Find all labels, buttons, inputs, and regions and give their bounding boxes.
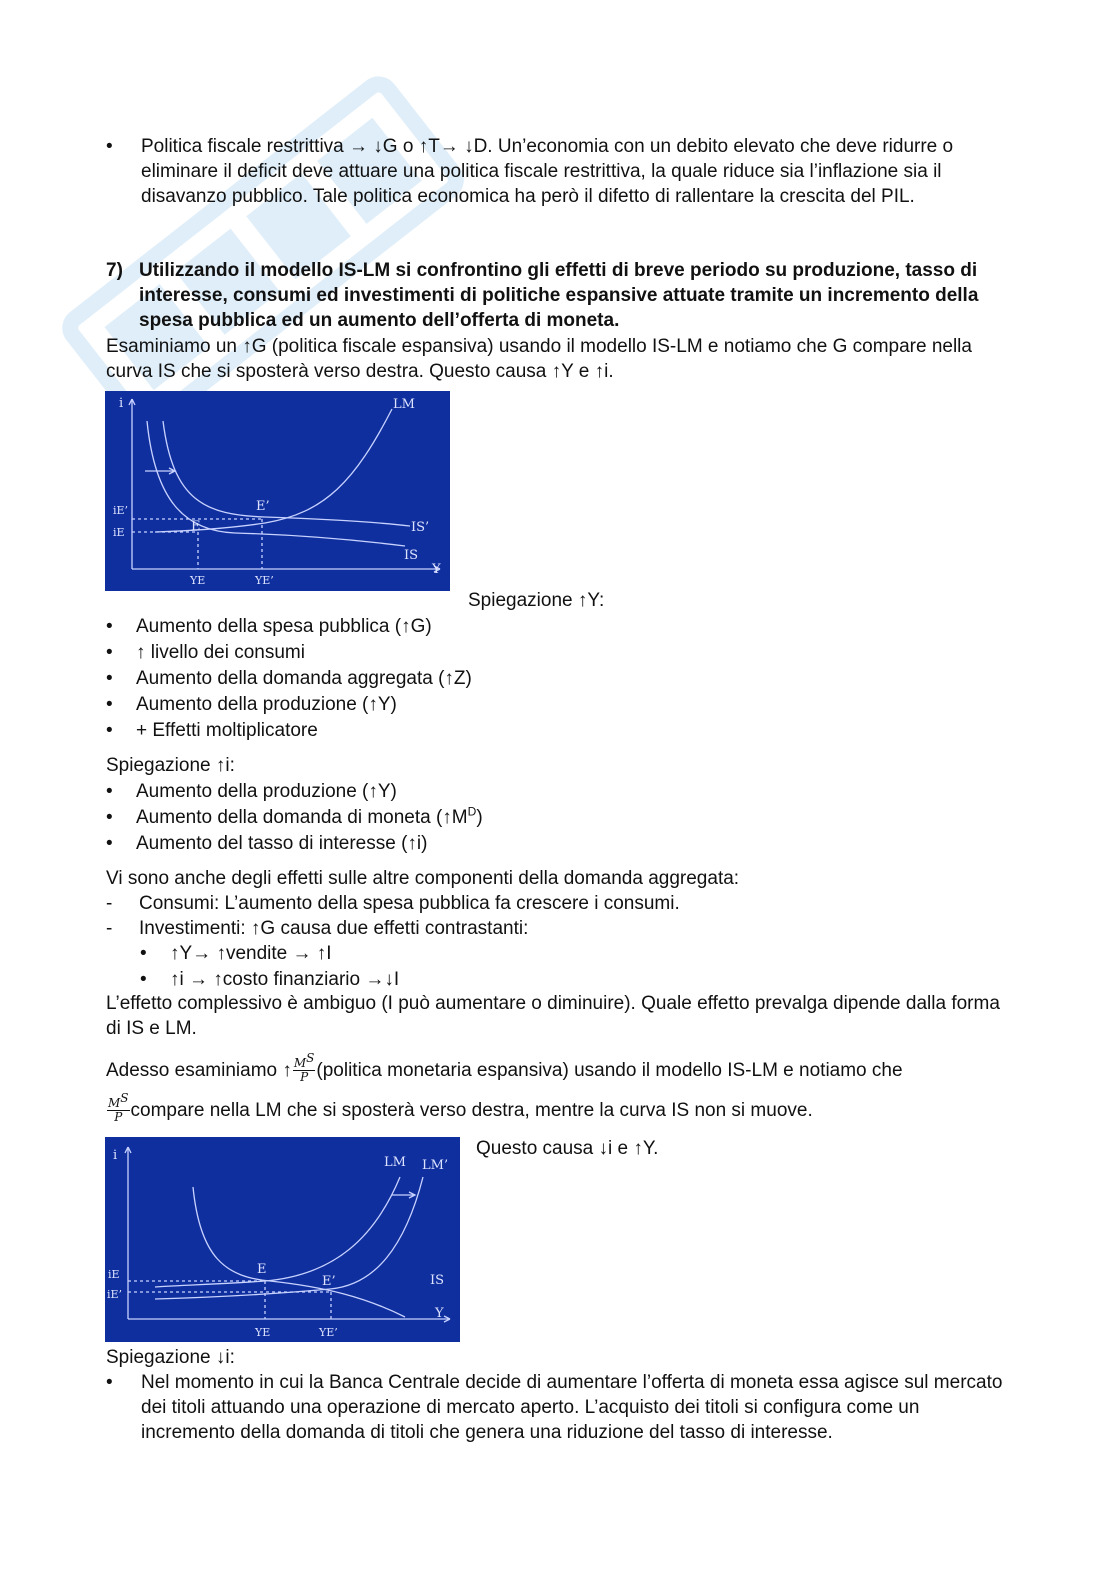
chart1-e-label: E bbox=[191, 519, 201, 534]
fiscal-intro: Esaminiamo un ↑G (politica fiscale espansiva) usando il modello IS-LM e notiamo che G compare nella curva IS che si sposterà verso destra. Questo causa ↑Y e ↑i. bbox=[106, 336, 972, 382]
chart1-i-new-label: iE’ bbox=[113, 504, 129, 517]
lm-curve bbox=[155, 1177, 400, 1287]
chart2-is-label: IS bbox=[430, 1273, 445, 1288]
list-item bbox=[106, 666, 1006, 691]
list-item-text: Nel momento in cui la Banca Centrale decide di aumentare l’offerta di moneta essa agisce sul mercato dei titoli attuando una operazione di mercato aperto. L’acquisto dei titoli si configura come un incremento della domanda di titoli che genera una riduzione del tasso di interesse. bbox=[141, 1372, 1003, 1443]
list-item-text: Aumento della produzione (↑Y) bbox=[136, 781, 397, 802]
bullet-icon: • bbox=[106, 136, 113, 157]
shift-arrow-icon bbox=[145, 468, 175, 474]
question-text: Utilizzando il modello IS-LM si confrontino gli effetti di breve periodo su produzione, tasso di interesse, consumi ed investimenti di politiche espansive attuate tramite un incremento della spesa pubblica ed un aumento dell’offerta di moneta. bbox=[139, 260, 979, 331]
shift-arrow-icon bbox=[392, 1192, 415, 1198]
list-item bbox=[106, 805, 1006, 830]
sub-item-text: ↑i → ↑costo finanziario →↓I bbox=[170, 969, 400, 990]
explain-y-title: Spiegazione ↑Y: bbox=[468, 590, 605, 611]
monetary-cause: Questo causa ↓i e ↑Y. bbox=[476, 1138, 659, 1159]
bullet-icon: • bbox=[106, 720, 113, 741]
dash-item: - Investimenti: ↑G causa due effetti contrastanti: bbox=[106, 916, 1006, 941]
is-new-curve bbox=[163, 421, 410, 526]
chart1-i-old-label: iE bbox=[113, 526, 125, 539]
chart2-y-label: i bbox=[113, 1148, 118, 1163]
question-number: 7) bbox=[106, 260, 123, 281]
monetary-intro-line1: Adesso esaminiamo ↑ $\frac{M^S}{P}$ (politica monetaria espansiva) usando il modello IS-LM e notiamo che bbox=[106, 1051, 903, 1085]
bullet-icon: • bbox=[106, 781, 113, 802]
bullet-icon: • bbox=[106, 642, 113, 663]
chart2-i-old-label: iE bbox=[108, 1268, 120, 1281]
list-item-text: ↑ livello dei consumi bbox=[136, 642, 305, 663]
monetary-intro-line2: $\frac{M^S}{P}$ compare nella LM che si sposterà verso destra, mentre la curva IS non si muove. bbox=[108, 1091, 813, 1125]
chart1-e-new-label: E’ bbox=[256, 499, 270, 514]
chart2-lm-label: LM bbox=[384, 1155, 406, 1170]
ambiguous-effect: L’effetto complessivo è ambiguo (I può aumentare o diminuire). Quale effetto prevalga dipende dalla forma di IS e LM. bbox=[106, 993, 1000, 1039]
list-item-text: Aumento della spesa pubblica (↑G) bbox=[136, 616, 432, 637]
is-lm-fiscal-chart bbox=[105, 391, 450, 591]
is-curve bbox=[147, 421, 405, 546]
bullet-icon: • bbox=[106, 1372, 113, 1393]
list-item bbox=[106, 614, 1006, 639]
explain-down-i-title: Spiegazione ↓i: bbox=[106, 1347, 235, 1368]
chart2-y-old-label: YE bbox=[255, 1326, 271, 1339]
list-item bbox=[106, 831, 1006, 856]
chart1-y-old-label: YE bbox=[190, 574, 206, 587]
dash-item-text: Investimenti: ↑G causa due effetti contrastanti: bbox=[139, 918, 529, 939]
list-item bbox=[106, 134, 1006, 234]
chart1-lm-label: LM bbox=[393, 397, 415, 412]
is-lm-monetary-chart bbox=[105, 1137, 460, 1342]
bullet-icon: • bbox=[106, 833, 113, 854]
is-curve bbox=[193, 1187, 405, 1317]
lm-curve bbox=[155, 409, 392, 532]
explain-i-title: Spiegazione ↑i: bbox=[106, 755, 235, 776]
dash-item: - Consumi: L’aumento della spesa pubblica fa crescere i consumi. bbox=[106, 891, 1006, 916]
bullet-icon: • bbox=[106, 616, 113, 637]
list-item bbox=[106, 718, 1006, 743]
list-item-text: Aumento del tasso di interesse (↑i) bbox=[136, 833, 428, 854]
intro-bullet-text: Politica fiscale restrittiva → ↓G o ↑T→ ↓D. Un’economia con un debito elevato che deve ridurre o eliminare il deficit deve attuare una politica fiscale restrittiva, la quale riduce sia l’inflazione sia il disavanzo pubblico. Tale politica economica ha però il difetto di rallentare la crescita del PIL. bbox=[141, 136, 954, 207]
list-item bbox=[106, 779, 1006, 804]
list-item-text: + Effetti moltiplicatore bbox=[136, 720, 318, 741]
chart2-lm-new-label: LM’ bbox=[422, 1158, 449, 1173]
list-item bbox=[106, 692, 1006, 717]
chart2-i-new-label: iE’ bbox=[107, 1288, 123, 1301]
list-item-text: Aumento della produzione (↑Y) bbox=[136, 694, 397, 715]
list-item bbox=[106, 1370, 1006, 1446]
chart1-y-new-label: YE’ bbox=[255, 574, 274, 587]
bullet-icon: • bbox=[106, 668, 113, 689]
chart2-x-label: Y bbox=[435, 1306, 444, 1321]
sub-list-item bbox=[106, 941, 1006, 966]
question-7 bbox=[106, 258, 1006, 334]
chart2-e-new-label: E’ bbox=[322, 1274, 336, 1289]
bullet-icon: • bbox=[140, 969, 147, 990]
chart1-is-new-label: IS’ bbox=[411, 520, 430, 535]
sub-list-item bbox=[106, 967, 1006, 992]
chart1-y-label: i bbox=[119, 396, 124, 411]
chart2-y-new-label: YE’ bbox=[319, 1326, 338, 1339]
dash-item-text: Consumi: L’aumento della spesa pubblica fa crescere i consumi. bbox=[139, 893, 680, 914]
list-item-text: Aumento della domanda di moneta $(↑M^D)$ bbox=[136, 804, 483, 828]
list-item bbox=[106, 640, 1006, 665]
bullet-icon: • bbox=[106, 807, 113, 828]
list-item-text: Aumento della domanda aggregata (↑Z) bbox=[136, 668, 472, 689]
chart2-e-label: E bbox=[257, 1262, 267, 1277]
other-effects: Vi sono anche degli effetti sulle altre componenti della domanda aggregata: bbox=[106, 868, 740, 889]
real-money-fraction: $\frac{M^S}{P}$ bbox=[108, 1091, 129, 1125]
chart1-is-label: IS bbox=[404, 548, 419, 563]
bullet-icon: • bbox=[106, 694, 113, 715]
chart1-x-label: Y bbox=[432, 562, 441, 577]
bullet-icon: • bbox=[140, 943, 147, 964]
real-money-fraction: $\frac{M^S}{P}$ bbox=[293, 1051, 315, 1085]
sub-item-text: ↑Y→ ↑vendite → ↑I bbox=[170, 943, 332, 964]
